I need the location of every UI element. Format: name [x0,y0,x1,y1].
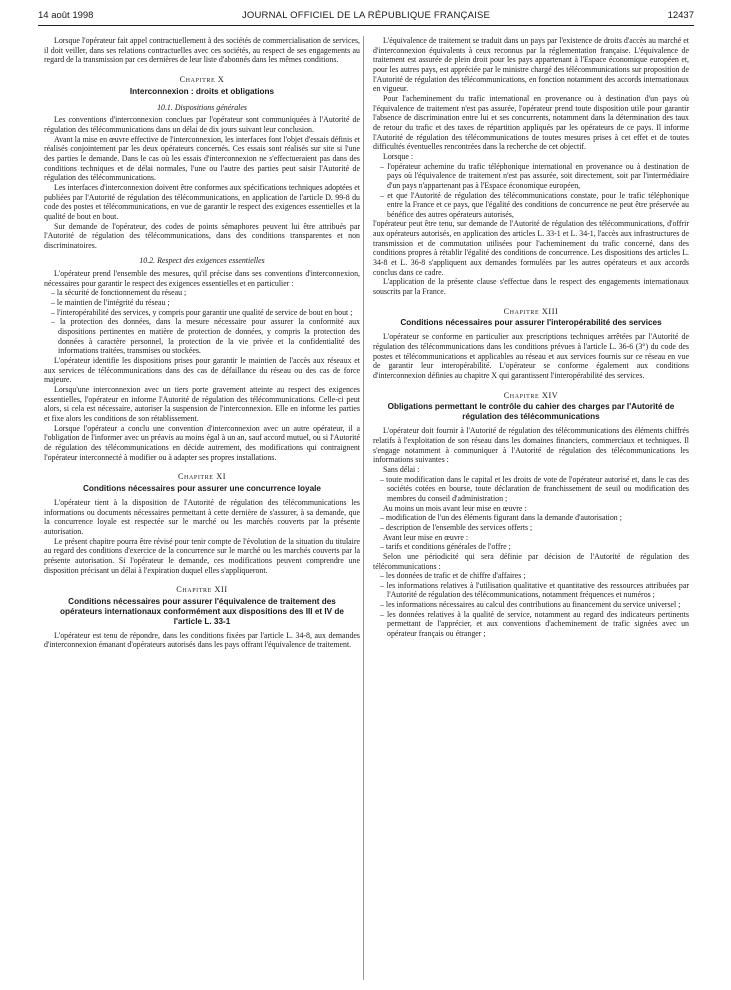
chapter-heading: Chapitre XII [176,585,228,595]
paragraph: L'opérateur tient à la disposition de l'Autorité de régulation des télécommunications les informations ou documents nécessaires permettant à cette dernière de s'assurer, à sa demande, que la concurrence loyale est respectée sur le marché ou les marchés couverts par la présente autorisation. [44,497,360,536]
list-item: – les données de trafic et de chiffre d'affaires ; [380,571,526,581]
chapter-heading: Chapitre X [179,74,225,84]
paragraph: Le présent chapitre pourra être révisé pour tenir compte de l'évolution de la situation du titulaire au regard des conditions d'exercice de la concurrence sur le marché ou les marchés couverts par la présente autorisation. Si l'opérateur le demande, ces modifications peuvent comprendre une disposition précisant un délai à l'expiration duquel elles s'appliqueront. [44,536,360,575]
list-item: – l'opérateur achemine du trafic téléphonique international en provenance ou à destination de pays où l'équivalence de traitement n'est pas assurée, soit directement, soit par l'intermédiaire d'un pays n'appartenant pas à l'Espace économique européen, [380,161,689,190]
paragraph: Selon une périodicité qui sera définie par décision de l'Autorité de régulation des télécommunications : [373,551,689,571]
paragraph: L'opérateur prend l'ensemble des mesures, qu'il précise dans ses conventions d'interconnexion, nécessaires pour garantir le respect des exigences essentielles et en particulier : [44,269,360,288]
paragraph: L'application de la présente clause s'effectue dans le respect des engagements internationaux souscrits par la France. [373,277,689,297]
list-item: – les informations nécessaires au calcul des contributions au financement du service universel ; [380,600,681,610]
chapter-title: Conditions nécessaires pour assurer l'interopérabilité des services [400,318,662,328]
paragraph: Sans délai : [383,464,420,474]
paragraph: Lorsque : [383,151,414,161]
list-item: – la sécurité de fonctionnement du réseau ; [51,288,187,298]
paragraph: L'opérateur identifie les dispositions prises pour garantir le maintien de l'accès aux réseaux et aux services de télécommunications dans des cas de défaillance du réseau ou des cas de force majeure. [44,356,360,385]
paragraph: Sur demande de l'opérateur, des codes de points sémaphores peuvent lui être attribués par l'Autorité de régulation des télécommunications, dans des conditions transparentes et non discriminatoires. [44,221,360,250]
chapter-heading: Chapitre XI [177,472,227,482]
paragraph: Lorsque l'opérateur fait appel contractuellement à des sociétés de commercialisation de services, il doit veiller, dans ses relations contractuelles avec ces sociétés, au respect de ses engagements au regard de la transmission par ces dernières de leur liste d'abonnés dans les mêmes conditions. [44,36,360,65]
paragraph: L'opérateur est tenu de répondre, dans les conditions fixées par l'article L. 34-8, aux demandes d'interconnexion émanant d'opérateurs autorisés dans les pays offrant l'équivalence de traitement. [44,630,360,650]
section-heading: 10.2. Respect des exigences essentielles [139,256,265,266]
list-item: – description de l'ensemble des services offerts ; [380,522,533,532]
left-column [44,36,360,650]
paragraph: Les interfaces d'interconnexion doivent être conformes aux spécifications techniques adoptées et publiées par l'Autorité de régulation des télécommunications, en application de l'article D. 99-8 du code des postes et télécommunications, en vue de garantir le respect des exigences essentielles et la qualité de bout en bout. [44,182,360,221]
page-header [38,10,694,24]
paragraph: l'opérateur peut être tenu, sur demande de l'Autorité de régulation des télécommunications, d'offrir aux opérateurs autorisés, en application des articles L. 33-1 et L. 34-1, l'accès aux infrastructures de transmission et de commutation utilisées pour l'acheminement du trafic concerné, dans des conditions propres à rétablir l'égalité des conditions de concurrence. Les dispositions des articles L. 34-8 et L. 36-8 s'appliquent aux demandes formulées par les autres opérateurs et aux accords conclus dans ce cadre. [373,219,689,277]
header-journal-title: JOURNAL OFFICIEL DE LA RÉPUBLIQUE FRANÇAISE [241,10,491,21]
paragraph: L'opérateur se conforme en particulier aux prescriptions techniques arrêtées par l'Autorité de régulation des télécommunications dans les conditions prévues à l'article L. 36-6 (3°) du code des postes et télécommunications et applicables au réseau et aux services fournis sur ce réseau en vue de garantir leur interopérabilité. L'opérateur se conforme également aux conditions d'interconnexion définies au chapitre X qui garantissent l'interopérabilité des services. [373,332,689,380]
paragraph: Avant leur mise en œuvre : [383,532,469,542]
paragraph: Les conventions d'interconnexion conclues par l'opérateur sont communiquées à l'Autorité de régulation des télécommunications dans un délai de dix jours suivant leur conclusion. [44,115,360,134]
chapter-heading: Chapitre XIV [503,390,559,400]
list-item: – la protection des données, dans la mesure nécessaire pour assurer la conformité aux dispositions pertinentes en matière de protection de données, y compris la protection des données à caractère personnel, la protection de la vie privée et la confidentialité des informations traitées, transmises ou stockées. [51,317,360,356]
paragraph: Lorsqu'une interconnexion avec un tiers porte gravement atteinte au respect des exigences essentielles, l'opérateur en informe l'Autorité de régulation des télécommunications. Celle-ci peut alors, si cela est nécessaire, autoriser la suspension de l'interconnexion. Elle en informe les parties et fixe alors les conditions de son rétablissement. [44,385,360,423]
list-item: – les informations relatives à l'utilisation qualitative et quantitative des ressources attribuées par l'Autorité de régulation des télécommunications, notamment fréquences et numéros ; [380,580,689,600]
chapter-title: Obligations permettant le contrôle du cahier des charges par l'Autorité de régulation des télécommunications [387,402,675,422]
list-item: – toute modification dans le capital et les droits de vote de l'opérateur autorisé et, dans le cas des sociétés cotées en bourse, toute déclaration de franchissement de seuil ou modification des membres du conseil d'administration ; [380,474,689,503]
paragraph: L'opérateur doit fournir à l'Autorité de régulation des télécommunications des éléments chiffrés relatifs à l'exploitation de son réseau dans les domaines financiers, commerciaux et techniques. Il s'engage notamment à communiquer à l'Autorité de régulation des télécommunications les informations suivantes : [373,426,689,465]
paragraph: Pour l'acheminement du trafic international en provenance ou à destination d'un pays où l'équivalence de traitement n'est pas assurée, l'opérateur prend toute disposition utile pour garantir l'absence de discrimination entre lui et ses concurrents, notamment dans la détermination des taux de retour du trafic et des taxes de répartition appliqués par les opérateurs de ce pays. Il informe l'Autorité de régulation des télécommunications de toutes mesures prises à cet effet et de toutes difficultés éventuelles rencontrées dans la recherche de cet objectif. [373,93,689,152]
paragraph: L'équivalence de traitement se traduit dans un pays par l'existence de droits d'accès au marché et d'interconnexion équivalents à ceux reconnus par la réglementation française. L'équivalence de traitement est assurée de plein droit pour les pays appartenant à l'Espace économique européen et, pour les autres pays, est appréciée par le ministre chargé des télécommunications sur proposition de l'Autorité de régulation des télécommunications, en fonction notamment des accords internationaux en vigueur. [373,36,689,94]
chapter-title: Conditions nécessaires pour assurer une concurrence loyale [83,483,321,493]
paragraph: Au moins un mois avant leur mise en œuvre : [383,503,527,513]
list-item: – et que l'Autorité de régulation des télécommunications constate, pour le trafic téléphonique entre la France et ce pays, que l'égalité des conditions de concurrence ne peut être préservée au bénéfice des autres opérateurs autorisés, [380,190,689,219]
list-item: – l'interopérabilité des services, y compris pour garantir une qualité de service de bout en bout ; [51,307,353,317]
header-date: 14 août 1998 [38,10,94,21]
list-item: – tarifs et conditions générales de l'offre ; [380,542,511,552]
section-heading: 10.1. Dispositions générales [157,102,247,112]
chapter-title: Interconnexion : droits et obligations [129,86,275,96]
list-item: – modification de l'un des éléments figurant dans la demande d'autorisation ; [380,513,622,523]
column-divider [363,36,364,980]
header-page-number: 12437 [667,10,694,21]
header-rule [38,25,694,26]
chapter-heading: Chapitre XIII [503,306,559,316]
right-column [373,36,689,639]
list-item: – le maintien de l'intégrité du réseau ; [51,298,170,308]
paragraph: Lorsque l'opérateur a conclu une convention d'interconnexion avec un autre opérateur, il a l'obligation de l'informer avec un préavis au moins égal à un an, sauf accord mutuel, ou si l'Autorité de régulation des télécommunications en décide autrement, des modifications qui contraignent l'opérateur interconnecté à modifier ou à adapter ses propres installations. [44,423,360,462]
list-item: – les données relatives à la qualité de service, notamment au regard des indicateurs pertinents permettant de l'apprécier, et aux conventions d'acheminement de trafic signées avec un opérateur français ou étranger ; [380,609,689,639]
paragraph: Avant la mise en œuvre effective de l'interconnexion, les interfaces font l'objet d'essais définis et réalisés conjointement par les deux opérateurs concernés. Ces essais sont réalisés sur site si l'une des parties le demande. Dans le cas où les essais d'interconnexion ne s'effectueraient pas dans des conditions techniques et de délai normales, l'une ou l'autre des parties peut saisir l'Autorité de régulation des télécommunications. [44,134,360,183]
chapter-title: Conditions nécessaires pour assurer l'équivalence de traitement des opérateurs internationaux conformément aux dispositions des III et IV de l'article L. 33-1 [60,596,344,626]
